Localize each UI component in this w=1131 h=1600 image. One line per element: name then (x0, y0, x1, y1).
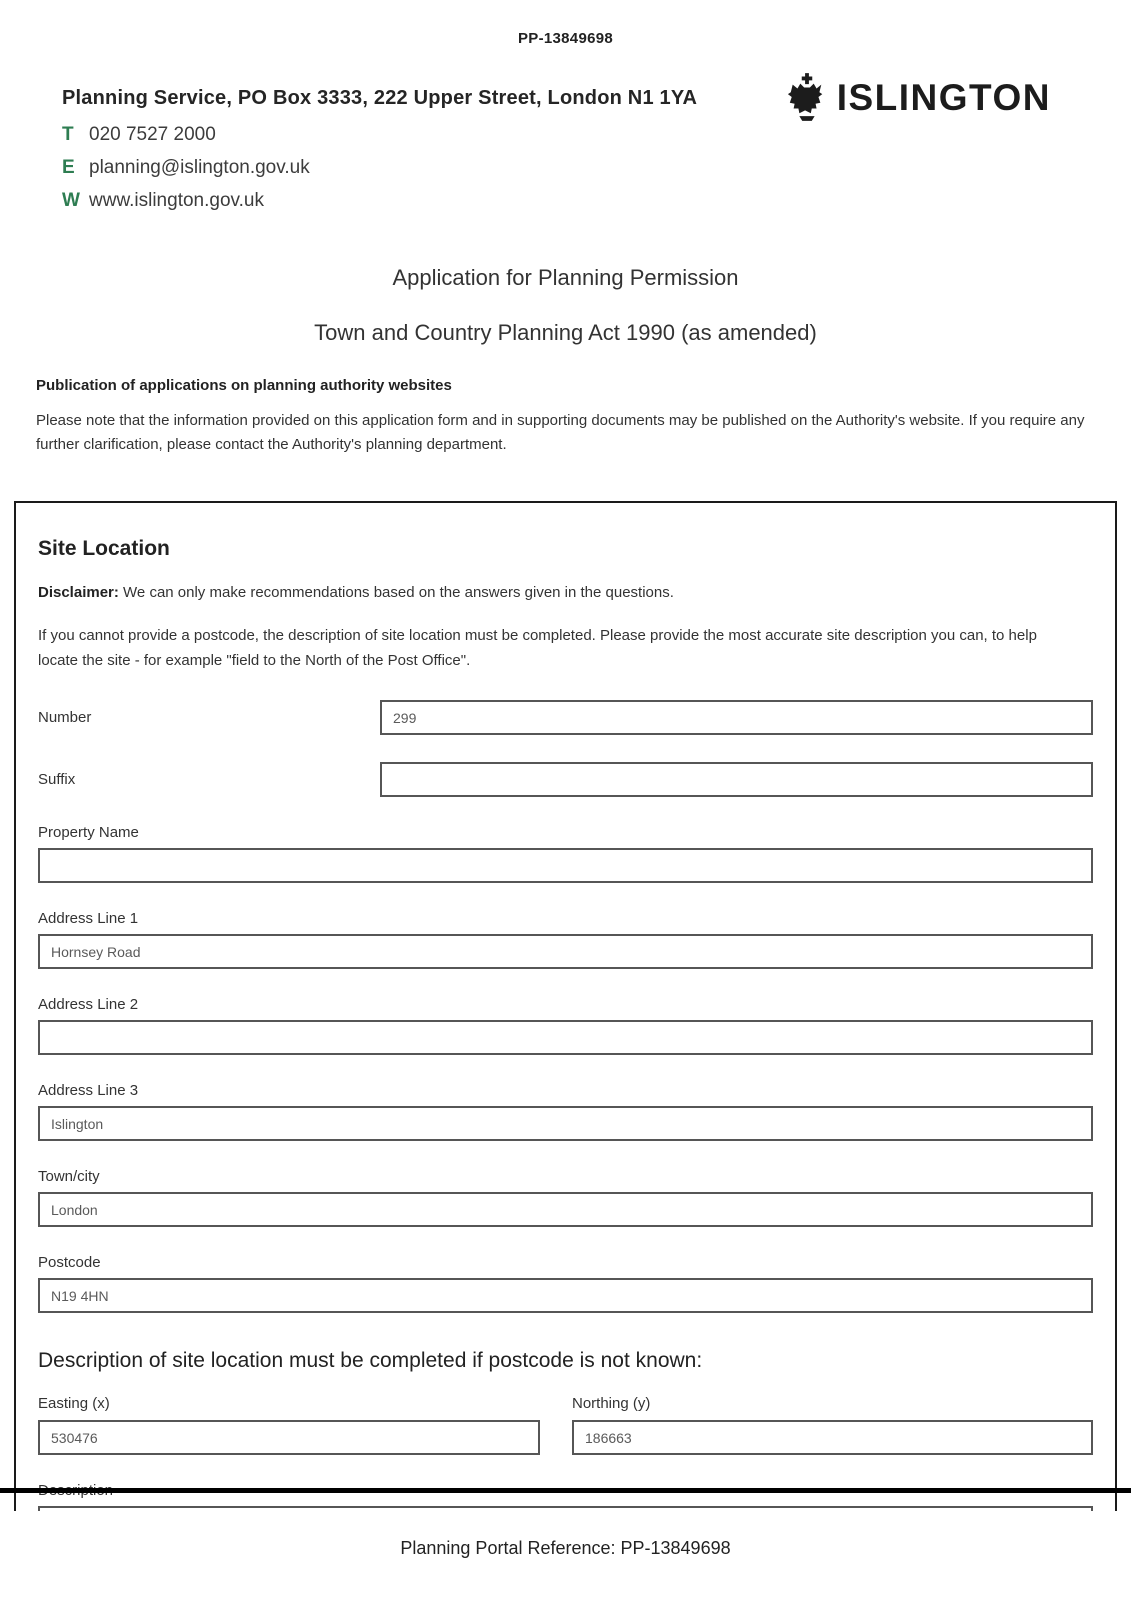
property-name-field-row (38, 824, 1093, 883)
disclaimer-text (38, 584, 1093, 601)
site-location-section (14, 501, 1117, 1511)
email-line (62, 157, 697, 179)
islington-crest-icon (786, 73, 828, 123)
number-field-row (38, 700, 1093, 735)
suffix-field-row (38, 762, 1093, 797)
easting-field (38, 1395, 540, 1455)
document-reference: PP-13849698 (517, 30, 614, 47)
islington-logo-text: ISLINGTON (836, 77, 1051, 118)
address-line-1-input[interactable] (38, 934, 1093, 969)
postcode-label: Postcode (38, 1254, 101, 1271)
property-name-label: Property Name (38, 824, 139, 841)
description-field-row (38, 1482, 1093, 1511)
northing-input[interactable] (572, 1420, 1093, 1455)
site-location-heading: Site Location (38, 537, 170, 560)
authority-address: Planning Service, PO Box 3333, 222 Upper Street, London N1 1YA (62, 87, 698, 109)
address-line-2-input[interactable] (38, 1020, 1093, 1055)
easting-input[interactable] (38, 1420, 540, 1455)
page-header (0, 77, 1131, 223)
address-line-3-field-row (38, 1082, 1093, 1141)
page-break-divider (0, 1488, 1131, 1493)
website-url[interactable]: www.islington.gov.uk (89, 190, 264, 211)
number-label: Number (38, 709, 92, 726)
islington-logo (786, 73, 1051, 123)
town-city-input[interactable] (38, 1192, 1093, 1227)
form-subtitle: Town and Country Planning Act 1990 (as amended) (314, 320, 817, 345)
town-city-label: Town/city (38, 1168, 100, 1185)
address-line-1-label: Address Line 1 (38, 910, 139, 927)
address-line-3-label: Address Line 3 (38, 1082, 139, 1099)
address-line-2-field-row (38, 996, 1093, 1055)
planning-portal-reference: Planning Portal Reference: PP-13849698 (400, 1538, 731, 1558)
website-icon: W (62, 190, 80, 211)
town-city-field-row (38, 1168, 1093, 1227)
address-line-3-input[interactable] (38, 1106, 1093, 1141)
suffix-input[interactable] (380, 762, 1093, 797)
postcode-intro-text: If you cannot provide a postcode, the description of site location must be completed. Please provide the most accurate site description you can, to help locate the site - for example "field to the North of the Post Office". (38, 627, 1037, 669)
form-title: Application for Planning Permission (392, 265, 739, 290)
postcode-input[interactable] (38, 1278, 1093, 1313)
publication-heading: Publication of applications on planning authority websites (36, 377, 452, 394)
description-textarea[interactable] (38, 1506, 1093, 1511)
contact-block (62, 87, 697, 223)
postcode-field-row (38, 1254, 1093, 1313)
disclaimer-label: Disclaimer: (38, 584, 119, 601)
address-line-1-field-row (38, 910, 1093, 969)
northing-label: Northing (y) (572, 1395, 651, 1412)
phone-line (62, 124, 697, 146)
email-address[interactable]: planning@islington.gov.uk (89, 157, 310, 178)
northing-field (572, 1395, 1093, 1455)
address-line-2-label: Address Line 2 (38, 996, 139, 1013)
website-line (62, 190, 697, 212)
phone-icon: T (62, 124, 74, 145)
publication-note: Please note that the information provided on this application form and in supporting documents may be published on the Authority's website. If you require any further clarification, please contact the Authority's planning department. (36, 412, 1085, 453)
phone-number: 020 7527 2000 (89, 124, 216, 145)
number-input[interactable] (380, 700, 1093, 735)
coordinates-row (38, 1395, 1093, 1455)
disclaimer-body: We can only make recommendations based on the answers given in the questions. (118, 584, 674, 601)
suffix-label: Suffix (38, 771, 76, 788)
email-icon: E (62, 157, 75, 178)
easting-label: Easting (x) (38, 1395, 110, 1412)
description-requirement-heading: Description of site location must be completed if postcode is not known: (38, 1349, 703, 1372)
property-name-input[interactable] (38, 848, 1093, 883)
